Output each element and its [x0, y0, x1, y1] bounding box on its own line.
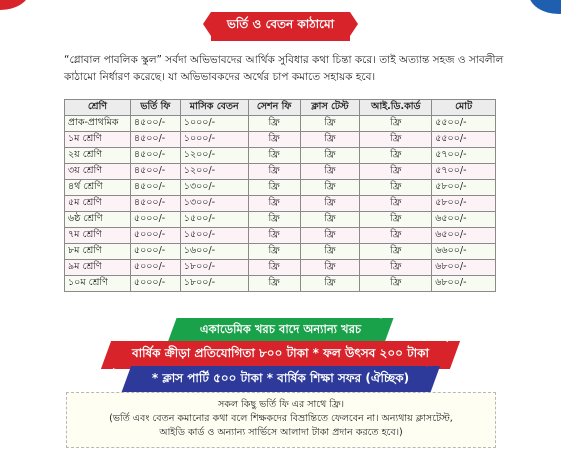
cell-class: ৫ম শ্রেণি — [65, 196, 131, 212]
cell-session-fee: ফ্রি — [248, 260, 300, 276]
cell-session-fee: ফ্রি — [248, 276, 300, 292]
cell-class-test: ফ্রি — [300, 228, 360, 244]
table-row — [65, 244, 496, 260]
cell-monthly-fee: ১২০০/- — [180, 148, 248, 164]
cell-admission-fee: ৪৫০০/- — [130, 132, 180, 148]
cell-class: ১ম শ্রেণি — [65, 132, 131, 148]
cell-class: ৬ষ্ঠ শ্রেণি — [65, 212, 131, 228]
cell-class-test: ফ্রি — [300, 180, 360, 196]
table-row — [65, 212, 496, 228]
cell-session-fee: ফ্রি — [248, 148, 300, 164]
cell-monthly-fee: ১৮০০/- — [180, 276, 248, 292]
cell-id-card: ফ্রি — [360, 180, 432, 196]
cell-class-test: ফ্রি — [300, 164, 360, 180]
note-line-1: সকল কিছু ভর্তি ফি এর সাথে ফ্রি। — [218, 399, 344, 410]
cell-total: ৬৬০০/- — [432, 244, 496, 260]
header-class: শ্রেণি — [65, 100, 131, 116]
header-class-test: ক্লাস টেস্ট — [300, 100, 360, 116]
cell-monthly-fee: ১২০০/- — [180, 164, 248, 180]
table-row — [65, 132, 496, 148]
cell-session-fee: ফ্রি — [248, 180, 300, 196]
cell-total: ৫৭০০/- — [432, 164, 496, 180]
cell-id-card: ফ্রি — [360, 148, 432, 164]
header-id-card: আই.ডি.কার্ড — [360, 100, 432, 116]
cell-total: ৫৮০০/- — [432, 196, 496, 212]
cell-total: ৫৫০০/- — [432, 132, 496, 148]
table-row — [65, 228, 496, 244]
cell-total: ৫৮০০/- — [432, 180, 496, 196]
cell-admission-fee: ৪৫০০/- — [130, 116, 180, 132]
cell-admission-fee: ৫০০০/- — [130, 228, 180, 244]
cell-session-fee: ফ্রি — [248, 212, 300, 228]
cell-monthly-fee: ১৩০০/- — [180, 180, 248, 196]
cell-session-fee: ফ্রি — [248, 132, 300, 148]
cell-admission-fee: ৫০০০/- — [130, 260, 180, 276]
page-title: ভর্তি ও বেতন কাঠামো — [211, 12, 350, 41]
table-row — [65, 276, 496, 292]
table-row — [65, 116, 496, 132]
fee-table-header-row — [65, 100, 496, 116]
cell-class: ৯ম শ্রেণি — [65, 260, 131, 276]
cell-class: ৪র্থ শ্রেণি — [65, 180, 131, 196]
cell-admission-fee: ৪৫০০/- — [130, 196, 180, 212]
cell-total: ৫৭০০/- — [432, 148, 496, 164]
table-row — [65, 196, 496, 212]
cell-admission-fee: ৪৫০০/- — [130, 148, 180, 164]
table-row — [65, 180, 496, 196]
cell-admission-fee: ৪৫০০/- — [130, 164, 180, 180]
cell-monthly-fee: ১৫০০/- — [180, 212, 248, 228]
cell-class: ১০ম শ্রেণি — [65, 276, 131, 292]
cell-class: ৩য় শ্রেণি — [65, 164, 131, 180]
cell-total: ৬৫০০/- — [432, 212, 496, 228]
cell-id-card: ফ্রি — [360, 196, 432, 212]
cell-session-fee: ফ্রি — [248, 164, 300, 180]
cell-monthly-fee: ১০০০/- — [180, 116, 248, 132]
cell-monthly-fee: ১৫০০/- — [180, 228, 248, 244]
cell-class-test: ফ্রি — [300, 116, 360, 132]
cell-id-card: ফ্রি — [360, 132, 432, 148]
cell-admission-fee: ৫০০০/- — [130, 244, 180, 260]
cell-session-fee: ফ্রি — [248, 116, 300, 132]
cell-class-test: ফ্রি — [300, 148, 360, 164]
cell-class-test: ফ্রি — [300, 244, 360, 260]
corner-decoration-left — [0, 0, 30, 10]
cell-total: ৬৫০০/- — [432, 228, 496, 244]
note-line-2: (ভর্তি এবং বেতন কমানোর কথা বলে শিক্ষকদের বিভ্রান্তিতে ফেলবেন না। অন্যথায় ক্লাসটেস্ট, — [109, 413, 453, 424]
cell-admission-fee: ৫০০০/- — [130, 212, 180, 228]
fee-table — [64, 99, 496, 292]
cell-id-card: ফ্রি — [360, 212, 432, 228]
intro-paragraph: “গ্লোবাল পাবলিক স্কুল” সর্বদা অভিভাবদের আর্থিক সুবিধার কথা চিন্তা করে। তাই অত্যান্ত সহজ ও সাবলীল কাঠামো নির্ধারণ করেছে। যা অভিভাবকদের অর্থের চাপ কমাতে সহায়ক হবে। — [64, 54, 504, 83]
cell-class: ৮ম শ্রেণি — [65, 244, 131, 260]
cell-class-test: ফ্রি — [300, 196, 360, 212]
academic-banner — [0, 318, 561, 343]
cell-id-card: ফ্রি — [360, 244, 432, 260]
cell-class-test: ফ্রি — [300, 276, 360, 292]
title-banner — [0, 12, 561, 41]
party-banner — [0, 366, 561, 394]
cell-class: ৭ম শ্রেণি — [65, 228, 131, 244]
header-admission-fee: ভর্তি ফি — [130, 100, 180, 116]
cell-session-fee: ফ্রি — [248, 228, 300, 244]
cell-class: প্রাক-প্রাথমিক — [65, 116, 131, 132]
cell-id-card: ফ্রি — [360, 116, 432, 132]
cell-id-card: ফ্রি — [360, 228, 432, 244]
header-total: মোট — [432, 100, 496, 116]
table-row — [65, 260, 496, 276]
cell-monthly-fee: ১৩০০/- — [180, 196, 248, 212]
cell-total: ৫৫০০/- — [432, 116, 496, 132]
cell-monthly-fee: ১৬০০/- — [180, 244, 248, 260]
cell-total: ৬৮০০/- — [432, 260, 496, 276]
cell-class: ২য় শ্রেণি — [65, 148, 131, 164]
cell-class-test: ফ্রি — [300, 260, 360, 276]
header-monthly-fee: মাসিক বেতন — [180, 100, 248, 116]
cell-admission-fee: ৪৫০০/- — [130, 180, 180, 196]
cell-class-test: ফ্রি — [300, 132, 360, 148]
cell-id-card: ফ্রি — [360, 260, 432, 276]
cell-monthly-fee: ১০০০/- — [180, 132, 248, 148]
cell-id-card: ফ্রি — [360, 164, 432, 180]
cell-class-test: ফ্রি — [300, 212, 360, 228]
note-box — [66, 392, 496, 448]
cell-monthly-fee: ১৮০০/- — [180, 260, 248, 276]
sports-banner-label: বার্ষিক ক্রীড়া প্রতিযোগিতা ৮০০ টাকা * ফল উৎসব ২০০ টাকা — [112, 341, 449, 369]
academic-banner-label: একাডেমিক খরচ বাদে অন্যান্য খরচ — [178, 318, 383, 343]
cell-id-card: ফ্রি — [360, 276, 432, 292]
cell-total: ৬৮০০/- — [432, 276, 496, 292]
cell-session-fee: ফ্রি — [248, 196, 300, 212]
note-line-3: আইডি কার্ড ও অন্যান্য সার্ভিসে আলাদা টাকা প্রদান করতে হবে।) — [159, 427, 403, 438]
cell-session-fee: ফ্রি — [248, 244, 300, 260]
cell-admission-fee: ৫০০০/- — [130, 276, 180, 292]
party-banner-label: * ক্লাস পার্টি ৫০০ টাকা * বার্ষিক শিক্ষা সফর (ঐচ্ছিক) — [132, 366, 429, 394]
table-row — [65, 164, 496, 180]
table-row — [65, 148, 496, 164]
fee-table-body — [65, 116, 496, 292]
sports-banner — [0, 341, 561, 369]
header-session-fee: সেশন ফি — [248, 100, 300, 116]
